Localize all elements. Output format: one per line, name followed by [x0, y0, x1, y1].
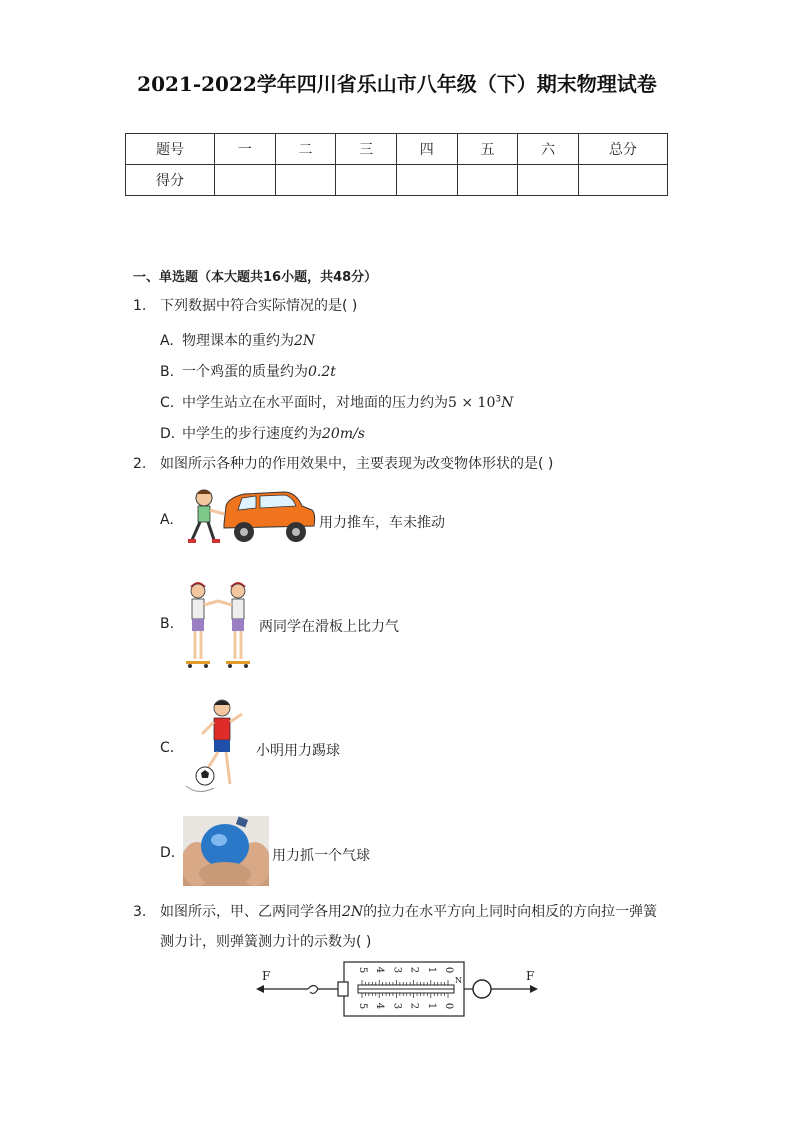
option-d — [160, 423, 365, 443]
scale-number: 5 — [357, 966, 368, 974]
score-input-cell — [579, 165, 668, 196]
balloon-image — [183, 816, 269, 886]
option-math-exponent: 3 — [495, 394, 502, 405]
force-label-left: F — [262, 969, 271, 983]
option-a — [160, 330, 315, 350]
scale-number: 3 — [391, 1002, 403, 1010]
score-table-header-row — [126, 134, 668, 165]
question-number: 3. — [133, 904, 147, 920]
section-title: 一、单选题（本大题共16小题，共48分） — [133, 270, 378, 285]
scale-number: 0 — [443, 1002, 454, 1010]
kicking-ball-image — [178, 696, 256, 800]
option-c — [160, 392, 513, 412]
score-cell: 六 — [518, 134, 579, 165]
scale-number: 4 — [374, 1002, 386, 1010]
option-math: 20m/s — [322, 426, 365, 442]
option-caption: 两同学在滑板上比力气 — [259, 619, 399, 635]
score-cell: 一 — [215, 134, 276, 165]
option-b-letter: B. — [160, 616, 175, 632]
score-input-cell — [396, 165, 457, 196]
question-number: 1. — [133, 298, 147, 314]
option-letter: B. — [160, 364, 175, 380]
scale-number: 2 — [408, 966, 420, 974]
score-cell: 四 — [396, 134, 457, 165]
score-input-cell — [336, 165, 397, 196]
option-d-letter: D. — [160, 845, 176, 861]
scale-unit: N — [455, 976, 462, 985]
score-input-cell — [518, 165, 579, 196]
option-text: 中学生站立在水平面时，对地面的压力约为 — [182, 395, 448, 411]
option-caption: 小明用力踢球 — [256, 743, 340, 759]
score-cell: 题号 — [126, 134, 215, 165]
option-letter: A. — [160, 333, 174, 349]
scale-number: 1 — [425, 966, 437, 974]
score-input-cell — [457, 165, 518, 196]
stem-math: 2N — [342, 904, 364, 920]
option-text: 中学生的步行速度约为 — [182, 426, 322, 442]
skateboard-image — [184, 575, 254, 671]
score-cell: 总分 — [579, 134, 668, 165]
option-math: 2N — [294, 333, 316, 349]
stem-text: 的拉力在水平方向上同时向相反的方向拉一弹簧 — [363, 904, 658, 920]
question-stem: 如图所示各种力的作用效果中，主要表现为改变物体形状的是( ) — [160, 456, 554, 472]
option-b — [160, 361, 336, 381]
score-table — [125, 133, 668, 196]
question-stem: 下列数据中符合实际情况的是( ) — [160, 298, 358, 314]
option-caption: 用力抓一个气球 — [272, 848, 370, 864]
option-caption: 用力推车，车未推动 — [319, 515, 445, 531]
option-text: 物理课本的重约为 — [182, 333, 294, 349]
question-stem-line2: 测力计，则弹簧测力计的示数为( ) — [160, 934, 372, 950]
score-table-score-row — [126, 165, 668, 196]
scale-number: 0 — [443, 966, 454, 974]
score-input-cell — [275, 165, 336, 196]
score-cell: 五 — [457, 134, 518, 165]
option-math-unit: N — [501, 395, 514, 411]
scale-number: 1 — [425, 1002, 437, 1010]
question-number: 2. — [133, 456, 147, 472]
option-a-letter: A. — [160, 512, 174, 528]
option-math: 5 × 10 — [448, 395, 496, 411]
push-car-image — [184, 484, 318, 550]
spring-scale-figure — [252, 958, 542, 1020]
score-cell: 得分 — [126, 165, 215, 196]
option-text: 一个鸡蛋的质量约为 — [182, 364, 308, 380]
option-letter: C. — [160, 395, 175, 411]
scale-number: 3 — [391, 966, 403, 974]
stem-text: 如图所示，甲、乙两同学各用 — [160, 904, 342, 920]
force-label-right: F — [526, 969, 535, 983]
option-letter: D. — [160, 426, 176, 442]
scale-number: 4 — [374, 966, 386, 974]
score-cell: 三 — [336, 134, 397, 165]
scale-number: 5 — [357, 1002, 368, 1010]
score-cell: 二 — [275, 134, 336, 165]
scale-number: 2 — [408, 1002, 420, 1010]
page-title: 2021-2022学年四川省乐山市八年级（下）期末物理试卷 — [137, 72, 657, 96]
question-stem-line1 — [160, 902, 657, 922]
score-input-cell — [215, 165, 276, 196]
option-c-letter: C. — [160, 740, 175, 756]
option-math: 0.2t — [308, 364, 336, 380]
